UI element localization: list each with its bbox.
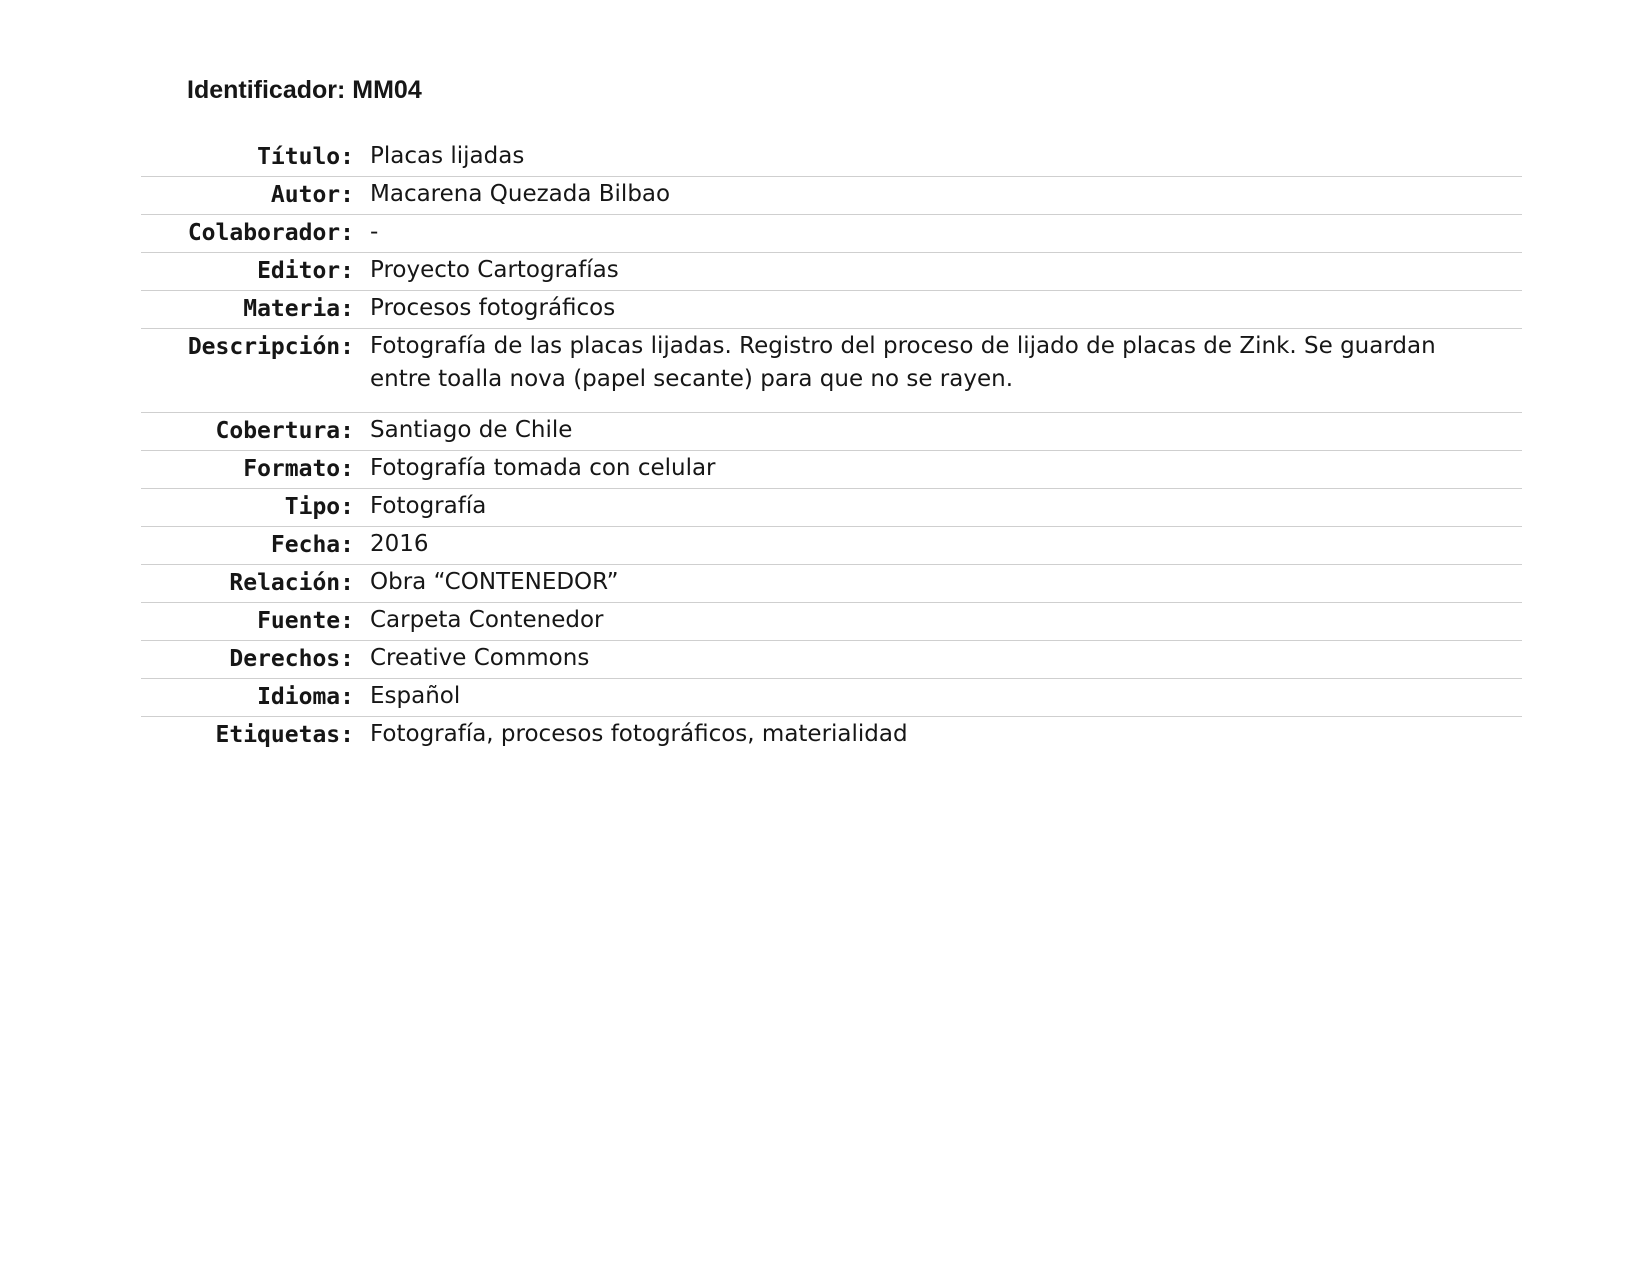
field-value: Proyecto Cartografías [370, 257, 619, 283]
field-row-descripcion [141, 329, 1522, 413]
field-row-etiquetas [141, 717, 1522, 755]
field-row-fecha [141, 527, 1522, 565]
field-row-editor [141, 253, 1522, 291]
field-label: Fuente: [257, 608, 354, 634]
field-value: Fotografía [370, 493, 487, 519]
field-label: Título: [257, 144, 354, 170]
field-row-cobertura [141, 413, 1522, 451]
field-value: Creative Commons [370, 645, 590, 671]
field-row-derechos [141, 641, 1522, 679]
field-row-colaborador [141, 215, 1522, 253]
field-row-titulo [141, 139, 1522, 177]
field-label: Cobertura: [215, 418, 354, 444]
field-value: Carpeta Contenedor [370, 607, 604, 633]
field-value: Fotografía tomada con celular [370, 455, 716, 481]
field-value: Placas lijadas [370, 143, 525, 169]
field-value: Macarena Quezada Bilbao [370, 181, 671, 207]
field-row-materia [141, 291, 1522, 329]
field-row-idioma [141, 679, 1522, 717]
field-value: - [370, 219, 379, 245]
field-value: Fotografía, procesos fotográficos, materialidad [370, 721, 908, 747]
record-identifier: Identificador: MM04 [187, 76, 422, 104]
field-label: Idioma: [257, 684, 354, 710]
field-label: Colaborador: [187, 220, 354, 246]
field-row-autor [141, 177, 1522, 215]
metadata-table [141, 139, 1522, 755]
field-label: Autor: [270, 182, 354, 208]
field-row-formato [141, 451, 1522, 489]
field-label: Etiquetas: [215, 722, 354, 748]
field-row-fuente [141, 603, 1522, 641]
field-label: Derechos: [229, 646, 354, 672]
field-label: Descripción: [187, 334, 354, 360]
field-value: 2016 [370, 531, 429, 557]
field-row-relacion [141, 565, 1522, 603]
field-label: Relación: [229, 570, 354, 596]
field-value: Español [370, 683, 461, 709]
field-label: Materia: [243, 296, 354, 322]
field-label: Editor: [257, 258, 354, 284]
field-label: Formato: [243, 456, 354, 482]
field-label: Tipo: [284, 494, 354, 520]
field-value: Santiago de Chile [370, 417, 573, 443]
field-row-tipo [141, 489, 1522, 527]
field-value: Obra “CONTENEDOR” [370, 569, 619, 595]
field-value: Fotografía de las placas lijadas. Registro del proceso de lijado de placas de Zink. Se guardan entre toalla nova (papel secante) para que no se rayen. [370, 333, 1436, 392]
field-label: Fecha: [270, 532, 354, 558]
field-value: Procesos fotográficos [370, 295, 616, 321]
